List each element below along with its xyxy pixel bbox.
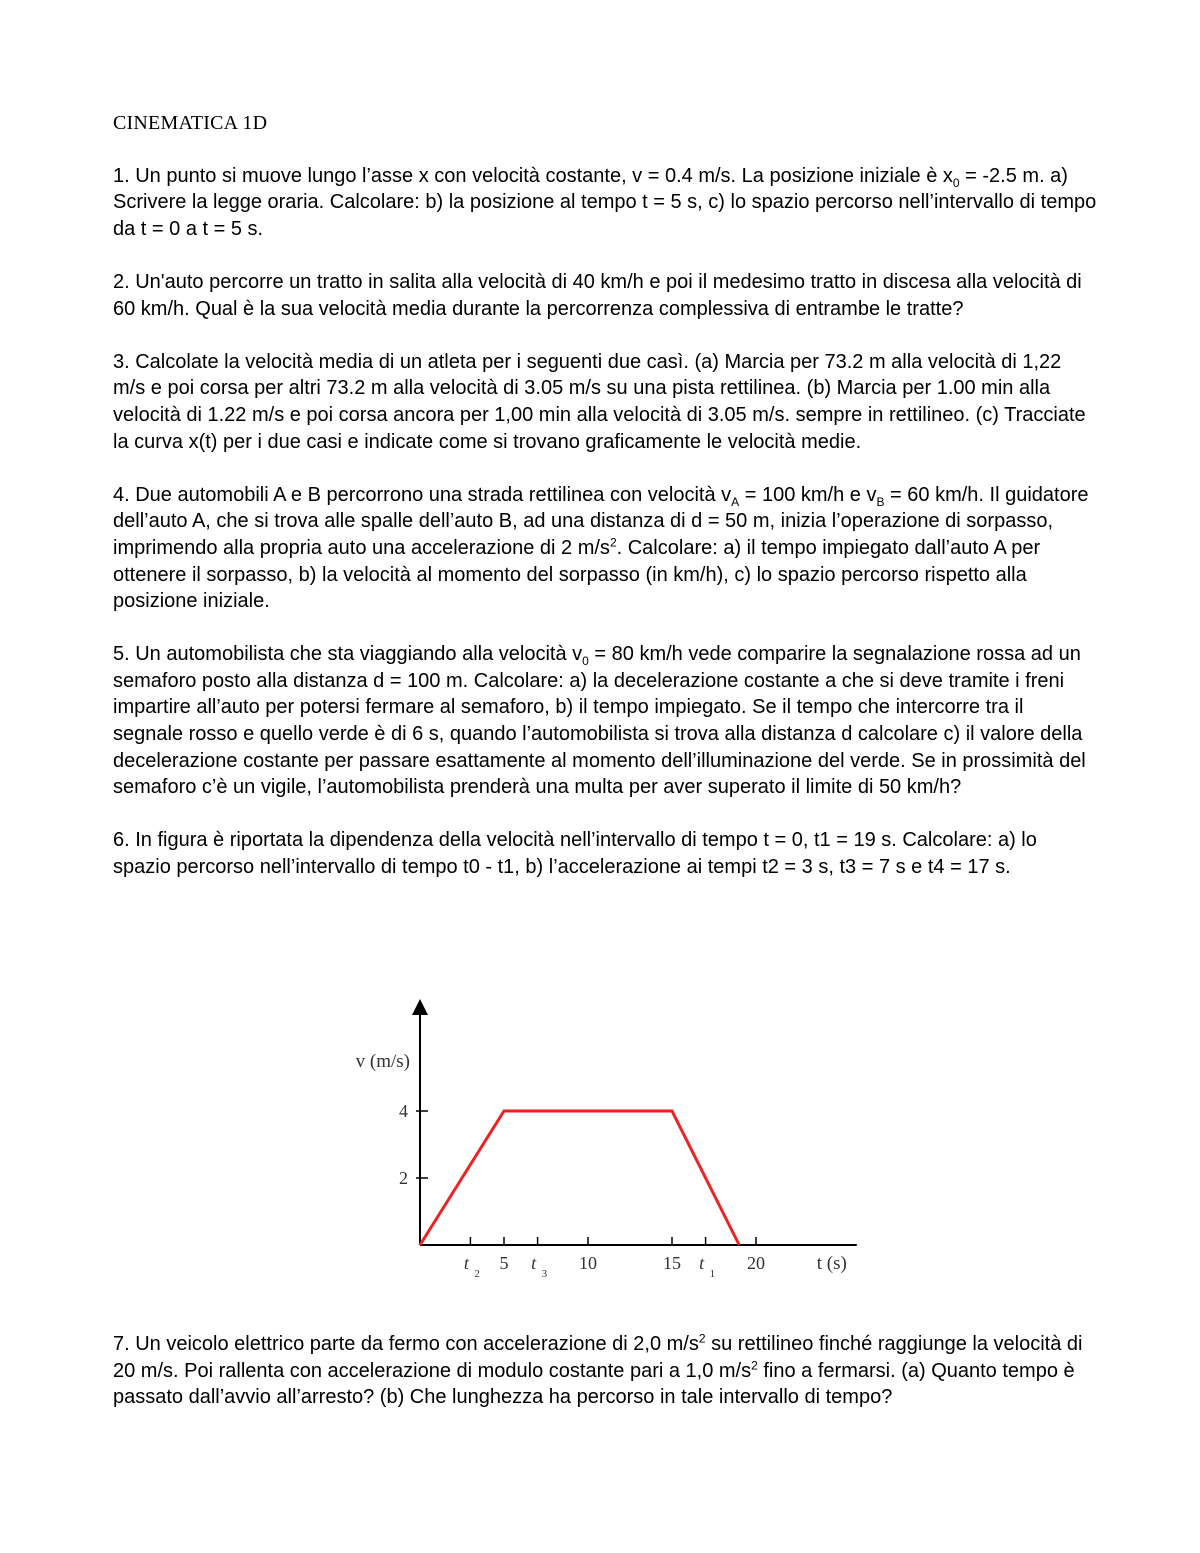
marked-label-t1: t: [699, 1253, 705, 1273]
velocity-time-svg: [300, 995, 880, 1295]
problem-5-text-a: 5. Un automobilista che sta viaggiando alla velocità v: [113, 643, 583, 666]
problem-4-sup: 2: [609, 535, 617, 550]
problem-7-text-c: fino a fermarsi. (a) Quanto tempo è passato dall’avvio all’arresto? (b) Che lunghezza ha percorso in tale intervallo di tempo?: [113, 1359, 1075, 1409]
marked-sub-t3: 3: [541, 1268, 548, 1280]
problem-4-text-a: 4. Due automobili A e B percorrono una strada rettilinea con velocità v: [113, 483, 732, 506]
problem-1-text-b: = -2.5 m. a) Scrivere la legge oraria. Calcolare: b) la posizione al tempo t = 5 s, c) lo spazio percorso nell’intervallo di tempo da t = 0 a t = 5 s.: [113, 164, 1102, 240]
problem-6: 6. In figura è riportata la dipendenza della velocità nell’intervallo di tempo t = 0, t1 = 19 s. Calcolare: a) lo spazio percorso nell’intervallo di tempo t0 - t1, b) l’accelerazione ai tempi t2 = 3 s, t3 = 7 s e t4 = 17 s.: [113, 829, 1037, 879]
problem-1-text-a: 1. Un punto si muove lungo l’asse x con velocità costante, v = 0.4 m/s. La posizione iniziale è x: [113, 164, 953, 187]
problem-4-sub-b: B: [876, 494, 885, 509]
problem-7: [113, 1331, 1098, 1411]
problem-7-text-b: su rettilineo finché raggiunge la velocità di 20 m/s. Poi rallenta con accelerazione di modulo costante pari a 1,0 m/s: [113, 1333, 1083, 1382]
problem-7-sup-1: 2: [698, 1331, 706, 1346]
marked-label-t2: t: [463, 1253, 469, 1273]
y-tick-label-4: 4: [399, 1101, 408, 1121]
x-tick-label-20: 20: [747, 1253, 765, 1273]
problem-5: [113, 641, 1098, 801]
problem-4-sub-a: A: [731, 494, 740, 509]
x-axis-label: t (s): [816, 1253, 847, 1274]
problem-2: 2. Un'auto percorre un tratto in salita alla velocità di 40 km/h e poi il medesimo tratto in discesa alla velocità di 60 km/h. Qual è la sua velocità media durante la percorrenza complessiva di entrambe le tratte?: [113, 270, 1082, 320]
x-tick-label-5: 5: [499, 1253, 509, 1273]
problem-3: 3. Calcolate la velocità media di un atleta per i seguenti due casì. (a) Marcia per 73.2 m alla velocità di 1,22 m/s e poi corsa per altri 73.2 m alla velocità di 3.05 m/s su una pista rettilinea. (b) Marcia per 1.00 min alla velocità di 1.22 m/s e poi corsa ancora per 1,00 min alla velocità di 3.05 m/s. sempre in rettilineo. (c) Tracciate la curva x(t) per i due casi e indicate come si trovano graficamente le velocità medie.: [113, 350, 1086, 453]
problem-1: [113, 163, 1102, 243]
document-page: [113, 110, 1102, 907]
problem-7-text-a: 7. Un veicolo elettrico parte da fermo con accelerazione di 2,0 m/s: [113, 1333, 699, 1355]
problem-4-text-d: . Calcolare: a) il tempo impiegato dall’auto A per ottenere il sorpasso, b) la velocità al momento del sorpasso (in km/h), c) lo spazio percorso rispetto alla posizione iniziale.: [113, 536, 1046, 613]
y-tick-label-2: 2: [399, 1168, 408, 1188]
marked-sub-t1: 1: [709, 1268, 716, 1280]
marked-sub-t2: 2: [474, 1268, 480, 1280]
x-tick-label-10: 10: [579, 1253, 597, 1273]
x-tick-label-15: 15: [663, 1253, 681, 1273]
chart-series: [420, 1111, 739, 1245]
velocity-time-chart: [300, 995, 880, 1295]
chart-axes: [420, 1007, 857, 1245]
marked-label-t3: t: [531, 1253, 537, 1273]
problem-4-text-c: = 60 km/h. Il guidatore dell’auto A, che si trova alle spalle dell’auto B, ad una distanza di d = 50 m, inizia l’operazione di sorpasso, imprimendo alla propria auto una accelerazione di 2 m/s: [113, 483, 1095, 559]
problem-5-sub: 0: [582, 654, 589, 669]
y-axis-label: v (m/s): [355, 1051, 410, 1072]
page-title: CINEMATICA 1D: [113, 112, 268, 134]
problem-4: [113, 482, 1098, 615]
velocity-line: [420, 1111, 739, 1245]
problem-5-text-b: = 80 km/h vede comparire la segnalazione rossa ad un semaforo posto alla distanza d = 100 m. Calcolare: a) la decelerazione costante a che si deve tramite i freni impartire all’auto per potersi fermare al semaforo, b) il tempo impiegato. Se il tempo che intercorre tra il segnale rosso e quello verde è di 6 s, quando l’automobilista si trova alla distanza d calcolare c) il valore della decelerazione costante per passare esattamente al momento dell’illuminazione del verde. Se in prossimità del semaforo c’è un vigile, l’automobilista prenderà una multa per aver superato il limite di 50 km/h?: [113, 643, 1092, 799]
problem-1-sub: 0: [952, 175, 960, 190]
problem-7-sup-2: 2: [751, 1357, 758, 1372]
problem-4-text-b: = 100 km/h e v: [739, 483, 877, 506]
